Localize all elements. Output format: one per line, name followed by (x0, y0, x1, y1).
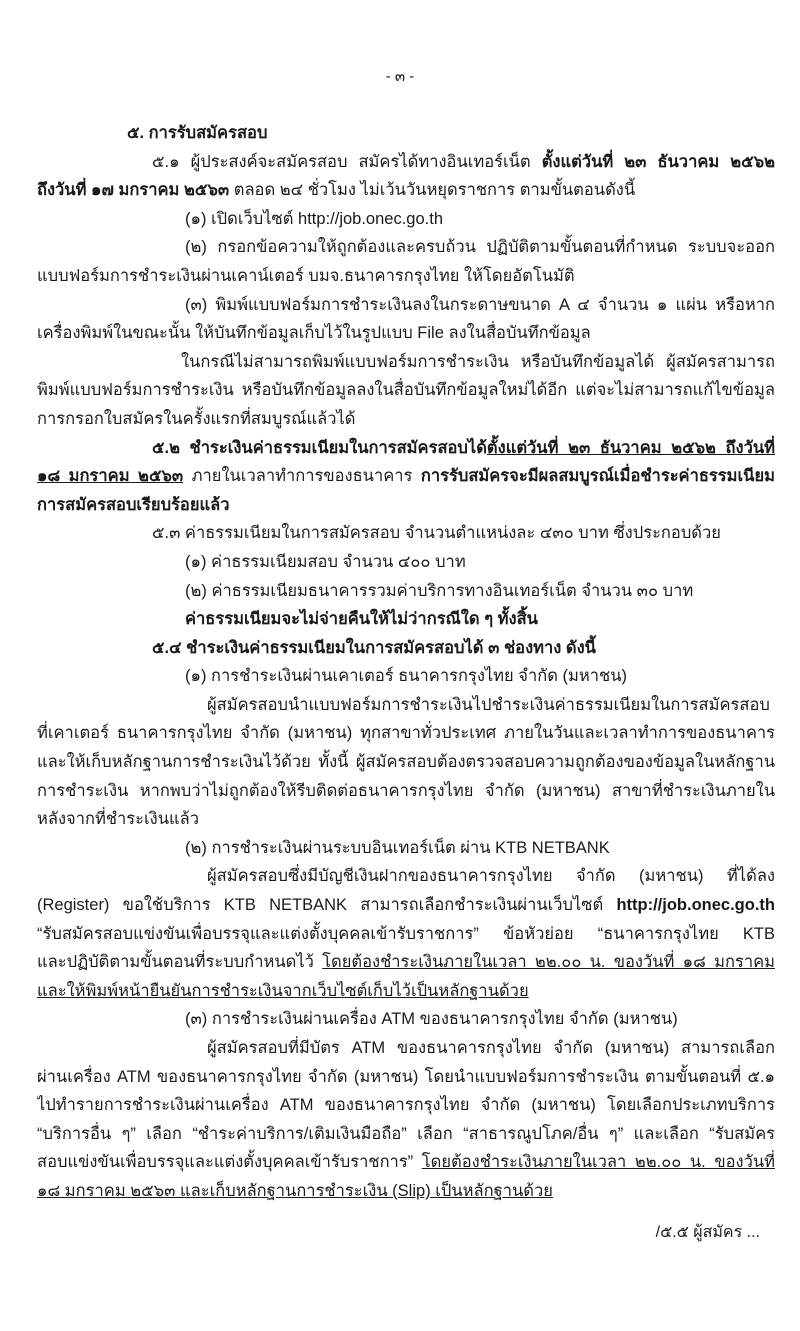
text-line (37, 577, 775, 606)
text-segment: (Register) ขอใช้บริการ KTB NETBANK สามารถเลือกชำระเงินผ่านเว็บไซต์ (37, 896, 617, 915)
text-segment: “บริการอื่น ๆ” เลือก “ชำระค่าบริการ/เติมเงินมือถือ” เลือก “สาธารณูปโภค/อื่น ๆ” และเลือก “รับสมัคร (37, 1124, 775, 1143)
text-line (37, 205, 775, 234)
text-line (37, 748, 775, 777)
text-segment: ในกรณีไม่สามารถพิมพ์แบบฟอร์มการชำระเงิน หรือบันทึกข้อมูลได้ ผู้สมัครสามารถ (181, 352, 775, 371)
text-segment: พิมพ์แบบฟอร์มการชำระเงิน หรือบันทึกข้อมูลลงในสื่อบันทึกข้อมูลใหม่ได้อีก แต่จะไม่สามารถแก้ไขข้อมูล (37, 381, 775, 400)
text-segment: การชำระเงิน หากพบว่าไม่ถูกต้องให้รีบติดต่อธนาคารกรุงไทย จำกัด (มหาชน) สาขาที่ชำระเงินภายใน (37, 781, 775, 800)
text-segment: การกรอกใบสมัครในครั้งแรกที่สมบูรณ์แล้วได้ (37, 409, 356, 428)
text-line (37, 434, 775, 463)
text-line (37, 920, 775, 949)
text-line (37, 1177, 775, 1206)
text-segment: ๑๘ มกราคม ๒๕๖๓ (37, 467, 184, 486)
text-segment: ภายในเวลาทำการของธนาคาร (183, 467, 421, 486)
text-segment: (๓) การชำระเงินผ่านเครื่อง ATM ของธนาคารกรุงไทย จำกัด (มหาชน) (185, 1010, 678, 1029)
text-segment: ๕. การรับสมัครสอบ (127, 124, 268, 142)
text-line (37, 834, 775, 863)
text-line (37, 148, 775, 177)
text-line (37, 977, 775, 1006)
text-segment: ที่เคาเตอร์ ธนาคารกรุงไทย จำกัด (มหาชน) ทุกสาขาทั่วประเทศ ภายในวันและเวลาทำการของธนาคาร (37, 724, 775, 743)
text-line (37, 891, 775, 920)
text-segment: การรับสมัครจะมีผลสมบูรณ์เมื่อชำระค่าธรรมเนียม (420, 467, 775, 486)
text-line (37, 948, 775, 977)
text-segment: ตั้งแต่วันที่ ๒๓ ธันวาคม ๒๕๖๒ (541, 152, 775, 171)
text-line (37, 491, 775, 520)
text-line (37, 805, 775, 834)
text-line (37, 376, 775, 405)
text-line (37, 691, 775, 720)
text-segment: และปฏิบัติตามขั้นตอนที่ระบบกำหนดไว้ (37, 953, 323, 972)
text-segment: (๒) การชำระเงินผ่านระบบอินเทอร์เน็ต ผ่าน KTB NETBANK (185, 838, 610, 857)
text-line (37, 1091, 775, 1120)
text-line (37, 1063, 775, 1092)
text-line (37, 1034, 775, 1063)
page-number: - ๓ - (385, 68, 415, 85)
text-line (37, 634, 775, 663)
text-segment: (๒) ค่าธรรมเนียมธนาคารรวมค่าบริการทางอินเทอร์เน็ต จำนวน ๓๐ บาท (185, 581, 694, 600)
text-line (37, 1120, 775, 1149)
text-segment: แบบฟอร์มการชำระเงินผ่านเคาน์เตอร์ บมจ.ธนาคารกรุงไทย ให้โดยอัตโนมัติ (37, 266, 575, 285)
text-line (37, 1148, 775, 1177)
text-segment: (๓) พิมพ์แบบฟอร์มการชำระเงินลงในกระดาษขนาด A ๔ จำนวน ๑ แผ่น หรือหาก (185, 295, 775, 314)
text-segment: ตั้งแต่วันที่ ๒๓ ธันวาคม ๒๕๖๒ ถึงวันที่ (486, 438, 775, 457)
text-segment: (๒) กรอกข้อความให้ถูกต้องและครบถ้วน ปฏิบัติตามขั้นตอนที่กำหนด ระบบจะออก (185, 238, 775, 257)
text-line (37, 662, 775, 691)
text-line (37, 233, 775, 262)
text-line (37, 462, 775, 491)
text-segment: ผู้สมัครสอบนำแบบฟอร์มการชำระเงินไปชำระเงินค่าธรรมเนียมในการสมัครสอบ (207, 695, 770, 714)
text-segment: (๑) การชำระเงินผ่านเคาเตอร์ ธนาคารกรุงไทย จำกัด (มหาชน) (185, 667, 628, 686)
text-segment: เครื่องพิมพ์ในขณะนั้น ให้บันทึกข้อมูลเก็บไว้ในรูปแบบ File ลงในสื่อบันทึกข้อมูล (37, 324, 591, 343)
text-segment: (๑) เปิดเว็บไซต์ http://job.onec.go.th (185, 209, 443, 228)
continuation-note: /๕.๕ ผู้สมัคร ... (655, 1224, 760, 1241)
text-segment: ไปทำรายการชำระเงินผ่านเครื่อง ATM ของธนาคารกรุงไทย จำกัด (มหาชน) โดยเลือกประเภทบริการ (37, 1096, 775, 1115)
text-segment: ๕.๒ ชำระเงินค่าธรรมเนียมในการสมัครสอบได้ (152, 438, 487, 457)
text-line (37, 262, 775, 291)
text-segment: โดยต้องชำระเงินภายในเวลา ๒๒.๐๐ น. ของวันที่ ๑๘ มกราคม (322, 953, 775, 972)
text-line (37, 1005, 775, 1034)
text-line (37, 862, 775, 891)
text-segment: ๑๘ มกราคม ๒๕๖๓ และเก็บหลักฐานการชำระเงิน (Slip) เป็นหลักฐานด้วย (37, 1181, 553, 1200)
text-line (37, 605, 775, 634)
text-segment: และให้เก็บหลักฐานการชำระเงินไว้ด้วย ทั้งนี้ ผู้สมัครสอบต้องตรวจสอบความถูกต้องของข้อมูลในหลักฐาน (37, 753, 775, 772)
text-segment: ๕.๓ ค่าธรรมเนียมในการสมัครสอบ จำนวนตำแหน่งละ ๔๓๐ บาท ซึ่งประกอบด้วย (152, 524, 721, 543)
text-segment: โดยต้องชำระเงินภายในเวลา ๒๒.๐๐ น. ของวันที่ (421, 1153, 775, 1172)
text-segment: (๑) ค่าธรรมเนียมสอบ จำนวน ๔๐๐ บาท (185, 552, 466, 571)
text-segment: ผู้สมัครสอบซึ่งมีบัญชีเงินฝากของธนาคารกรุงไทย จำกัด (มหาชน) ที่ได้ลง (207, 867, 775, 886)
document-body (37, 119, 775, 1206)
text-line (37, 405, 775, 434)
text-segment: ๕.๑ ผู้ประสงค์จะสมัครสอบ สมัครได้ทางอินเทอร์เน็ต (152, 152, 542, 171)
text-line (37, 519, 775, 548)
text-segment: และให้พิมพ์หน้ายืนยันการชำระเงินจากเว็บไซต์เก็บไว้เป็นหลักฐานด้วย (37, 981, 529, 1000)
text-segment: ผู้สมัครสอบที่มีบัตร ATM ของธนาคารกรุงไทย จำกัด (มหาชน) สามารถเลือก (207, 1039, 775, 1057)
text-line (37, 319, 775, 348)
text-line (37, 777, 775, 806)
text-segment: ตลอด ๒๔ ชั่วโมง ไม่เว้นวันหยุดราชการ ตามขั้นตอนดังนี้ (229, 181, 636, 200)
text-segment: ถึงวันที่ ๑๗ มกราคม ๒๕๖๓ (37, 181, 230, 200)
text-line (37, 719, 775, 748)
text-segment: http://job.onec.go.th (616, 896, 775, 915)
text-segment: ๕.๔ ชำระเงินค่าธรรมเนียมในการสมัครสอบได้ ๓ ช่องทาง ดังนี้ (152, 638, 596, 657)
text-segment: หลังจากที่ชำระเงินแล้ว (37, 810, 200, 829)
text-segment: ค่าธรรมเนียมจะไม่จ่ายคืนให้ไม่ว่ากรณีใด ๆ ทั้งสิ้น (185, 610, 538, 629)
text-segment: “รับสมัครสอบแข่งขันเพื่อบรรจุและแต่งตั้งบุคคลเข้ารับราชการ” ข้อหัวย่อย “ธนาคารกรุงไทย KTB (37, 924, 775, 943)
text-segment: ผ่านเครื่อง ATM ของธนาคารกรุงไทย จำกัด (มหาชน) โดยนำแบบฟอร์มการชำระเงิน ตามขั้นตอนที่ ๕.๑ (37, 1067, 775, 1086)
text-line (37, 176, 775, 205)
text-line (37, 548, 775, 577)
text-segment: การสมัครสอบเรียบร้อยแล้ว (37, 495, 230, 514)
text-line (37, 348, 775, 377)
text-line (37, 291, 775, 320)
text-segment: สอบแข่งขันเพื่อบรรจุและแต่งตั้งบุคคลเข้ารับราชการ” (37, 1153, 422, 1172)
text-line (37, 119, 775, 148)
